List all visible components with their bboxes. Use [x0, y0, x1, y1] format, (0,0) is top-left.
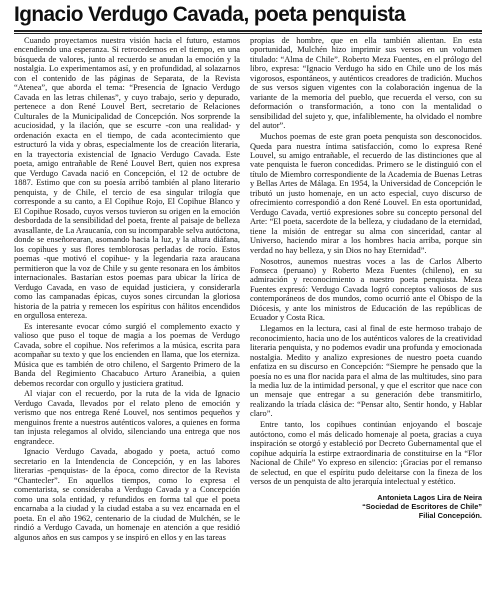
- article-paragraph: Es interesante evocar cómo surgió el complemento exacto y valioso que puso el toque de magia a los poemas de Verdugo Cavada, sobre el copihue. Nos referimos a la música, escrita para acompañar su texto y que los encienden en llama, que los eterniza. Música que es también de otro chileno, el Sargento Primero de la Banda del Regimiento Chacabuco Arturo Araneibia, a quien debemos recordar con orgullo y justiciera gratitud.: [14, 321, 240, 388]
- title-rule-thin: [14, 33, 482, 34]
- article-paragraph: propias de hombre, que en ella también alientan. En esta oportunidad, Mulchén hizo imprimir sus versos en un volumen titulado: “Alma de Chile”. Roberto Meza Fuentes, en el prólogo del libro, expresa: “Ignacio Verdugo ha sido en Chile uno de los más vigorosos, espontáneos, y auténticos creadores de tradición. Muchos de sus versos siguen vigentes con la colaboración ingenua de la variante de la memoria del pueblo, que recuerda el verso, con su deformación o transformación, a tono con la mentalidad o sensibilidad del sujeto y, que, infaliblemente, ha olvidado el nombre del autor”.: [250, 36, 482, 131]
- article-paragraph: Muchos poemas de este gran poeta penquista son desconocidos. Queda para nuestra íntima satisfacción, como lo expresa René Louvel, su amigo entrañable, el recuerdo de las distinciones que al vate penquista le fueron concedidas. Primero se le distinguió con el título de Miembro correspondiente de la Academia de Buenas Letras y Bellas Artes de Málaga. En 1954, la Universidad de Concepción le tributó un justo homenaje, en un acto especial, cuyo discurso de ofrecimiento correspondió a don René Louvel. En esta oportunidad, Verdugo Cavada, vertió expresiones sobre su concepto personal del Arte: “El poeta, sacerdote de la belleza, y ciudadano de la eternidad, tiene la misión de entregar su alma con sinceridad, cantar al Universo, haciendo mirar a los hombres hacia arriba, porque sin verdad no hay belleza, y sin Dios no hay Eternidad”.: [250, 132, 482, 255]
- author-organization: “Sociedad de Escritores de Chile”: [362, 501, 482, 511]
- article-paragraph: Nosotros, aunemos nuestras voces a las de Carlos Alberto Fonseca (peruano) y Roberto Meza Fuentes (chileno), en su admiración y reconocimiento a nuestro poeta penquista. Meza Fuentes expresó: Verdugo Cavada logró conceptos valiosos de sus contemporáneos de dos mundos, como ocurrió ante el Obispo de la Diócesis, y ante los ministros de Educación de las repúblicas de Ecuador y Costa Rica.: [250, 256, 482, 323]
- author-signature: [250, 493, 482, 521]
- article-column-left: [14, 36, 240, 598]
- article-title: Ignacio Verdugo Cavada, poeta penquista: [14, 3, 406, 26]
- author-name: Antonieta Lagos Lira de Neira: [377, 492, 482, 502]
- author-branch: Filial Concepción.: [418, 511, 482, 521]
- article-paragraph: Entre tanto, los copihues continúan enjoyando el boscaje autóctono, como el más delicado homenaje al poeta, gracias a cuya inspiración se otorgó y estableció por Decreto Gubernamental que el copihue adquiría la estirpe extraordinaria de constituirse en la “Flor Nacional de Chile” Yo expreso en silencio: ¡Gracias por el remanso de selectud, en que el espíritu pudo deleitarse con la fineza de los versos de un penquista de alto jerarquía intelectual y estético.: [250, 420, 482, 487]
- article-paragraph: Llegamos en la lectura, casi al final de este hermoso trabajo de reconocimiento, hacia uno de los auténticos valores de la creatividad literaria penquista, y no podemos evadir una profunda y emocionada nostalgia. Medito y analizo expresiones de nuestro poeta cuando enfatiza en su discurso en Concepción: “Siempre he pensado que la poesía no es una flor nacida para el alma de las multitudes, sino para la media luz de la intimidad personal, y que el escritor que nace con un mensaje que entregar a su generación debe transmitirlo, realizando la tríada clásica de: “Pensar alto, Sentir hondo, y Hablar claro”.: [250, 324, 482, 419]
- article-column-right: [250, 36, 482, 598]
- article-paragraph: Al viajar con el recuerdo, por la ruta de la vida de Ignacio Verdugo Cavada, llevados por el relato pleno de emoción y verismo que nos entrega René Louvel, nos sentimos pequeños y menguinos frente a nuestros auténticos valores, a quienes en forma tan injusta relegamos al olvido, silenciando una entrega que nos engrandece.: [14, 389, 240, 446]
- article-paragraph: Ignacio Verdugo Cavada, abogado y poeta, actuó como secretario en la Intendencia de Concepción, y en las labores literarias -penquistas- de la época, como director de la Revista “Chantecler”. En aquellos tiempos, como lo expresa el comentarista, se consideraba a Verdugo Cavada y a Concepción como una sola entidad, y refundidos en forma tal que el poeta encarnaba a la ciudad y la ciudad estaba a su vez encarnada en el poeta. En el año 1962, centenario de la ciudad de Mulchén, se le rindió a Verdugo Cavada, un homenaje en atención a que residió algunos años en sus campos y se inspiró en ellos y en las tareas: [14, 447, 240, 542]
- article-paragraph: Cuando proyectamos nuestra visión hacia el futuro, estamos encendiendo una esperanza. Si retrocedemos en el tiempo, en una búsqueda de valores, junto al recuerdo se anudan la emoción y la nostalgia. Lo experimentamos así, y en profundidad, al solazarnos con el contenido de las páginas de Separata, de la Revista “Atenea”, que aborda el tema: “Presencia de Ignacio Verdugo Cavada en las letras chilenas”, y cuyo trabajo, serio y depurado, pertenece a don René Louvel Bert, secretario de Relaciones Culturales de la Municipalidad de Concepción. Nos sorprende la acuciosidad, y la ilación, que se escurre -con una realidad- y ordenación exacta en el tiempo, de cada acontecimiento que estructuró la vida y obras, especialmente los de creación literaria, en la trayectoria existencial de Ignacio Verdugo Cavada. Este poeta, amigo entrañable de René Louvel Bert, quien nos expresa que Verdugo Cavada nació en Concepción, el 12 de octubre de 1887. Estimo que con su poesía arribó también al plano literario penquista, y de Chile, el tercio de esa singular trilogía que corresponde a su canto, a El Copihue Rojo, El Copihue Blanco y El Copihue Rosado, cuyos versos tuvieron su origen en la emoción desbordada de la sensibilidad del poeta, frente al paisaje de belleza avasallante, de La Araucanía, con su incomparable selva autóctona, donde se enseñorearan, asomando hacia la luz, y la altura diáfana, los copihues y sus flores temblorosas perladas de rocío. Estos poemas -que motivó el copihue- y la legendaria raza araucana permitieron que la voz de Chile y su gente resonara en los ámbitos internacionales. Bastarían estos poemas para ubicar la lírica de Verdugo Cavada, en vaso de equidad justiciera, y considerarla como las campanadas épicas, cuyos sones circundan la gloriosa historia de la patria y remecen los espíritus con hálitos encendidos en orgullosa entereza.: [14, 36, 240, 321]
